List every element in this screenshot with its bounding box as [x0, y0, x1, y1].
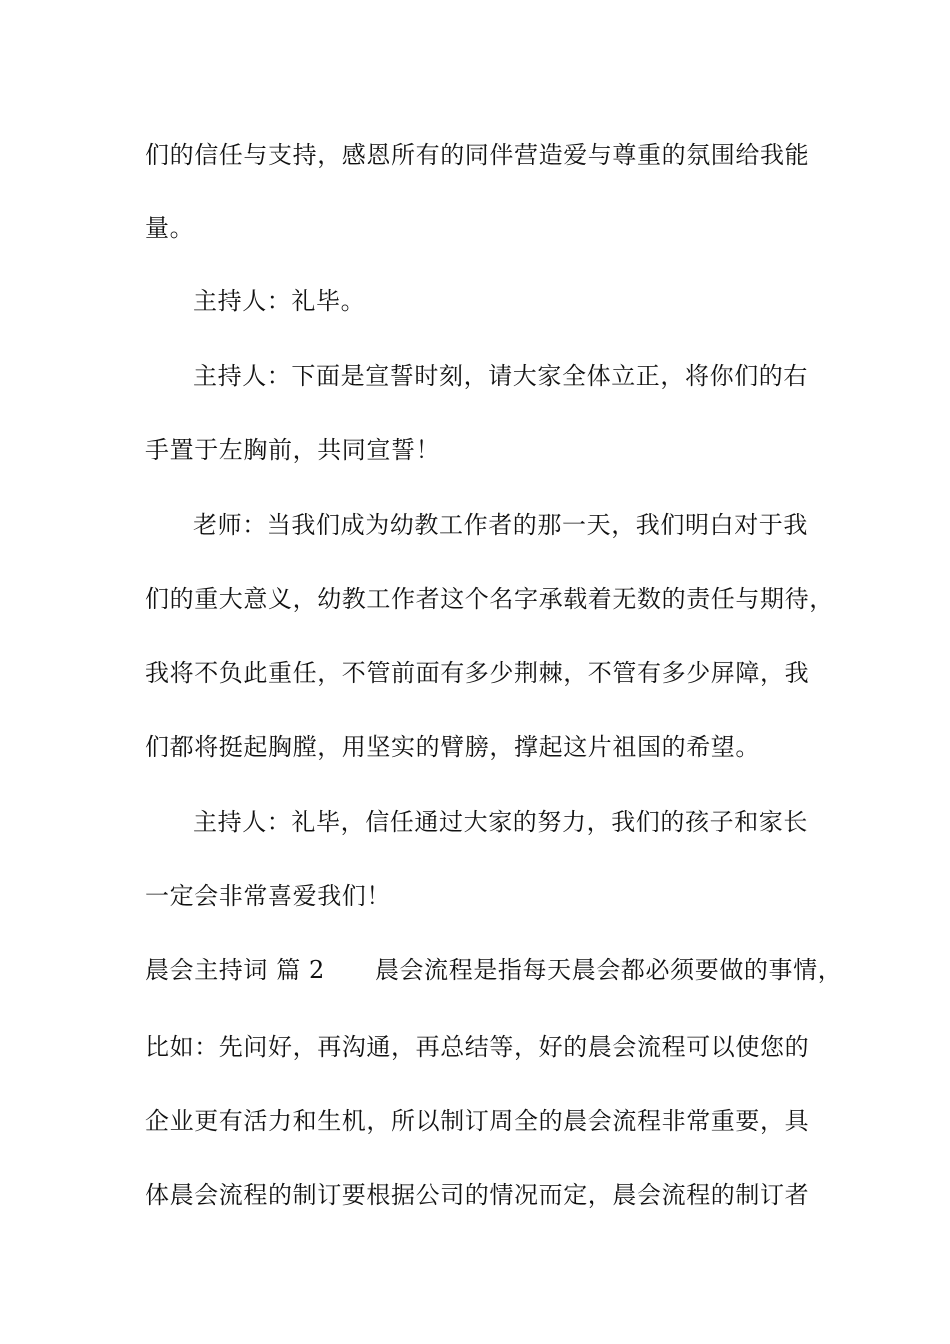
paragraph-line: 们的信任与支持，感恩所有的同伴营造爱与尊重的氛围给我能	[145, 141, 810, 169]
paragraph-line: 主持人：礼毕，信任通过大家的努力，我们的孩子和家长	[193, 808, 808, 836]
paragraph-line: 我将不负此重任，不管前面有多少荆棘，不管有多少屏障，我	[145, 659, 810, 687]
section-heading: 晨会主持词 篇 2	[145, 956, 325, 984]
paragraph-line: 手置于左胸前，共同宣誓！	[145, 436, 441, 464]
paragraph-line: 量。	[145, 214, 195, 242]
paragraph-line: 主持人：下面是宣誓时刻，请大家全体立正，将你们的右	[193, 362, 808, 390]
paragraph-line: 一定会非常喜爱我们！	[145, 882, 391, 910]
paragraph-line: 老师：当我们成为幼教工作者的那一天，我们明白对于我	[193, 511, 808, 539]
paragraph-line: 主持人：礼毕。	[193, 287, 366, 315]
section-heading-line	[145, 952, 843, 988]
paragraph-line: 比如：先问好，再沟通，再总结等，好的晨会流程可以使您的	[145, 1033, 810, 1061]
paragraph-line: 们的重大意义，幼教工作者这个名字承载着无数的责任与期待，	[145, 585, 834, 613]
paragraph-line: 企业更有活力和生机，所以制订周全的晨会流程非常重要，具	[145, 1107, 810, 1135]
section-first-line: 晨会流程是指每天晨会都必须要做的事情，	[374, 956, 843, 984]
paragraph-line: 体晨会流程的制订要根据公司的情况而定，晨会流程的制订者	[145, 1181, 810, 1209]
paragraph-line: 们都将挺起胸膛，用坚实的臂膀，撑起这片祖国的希望。	[145, 733, 760, 761]
